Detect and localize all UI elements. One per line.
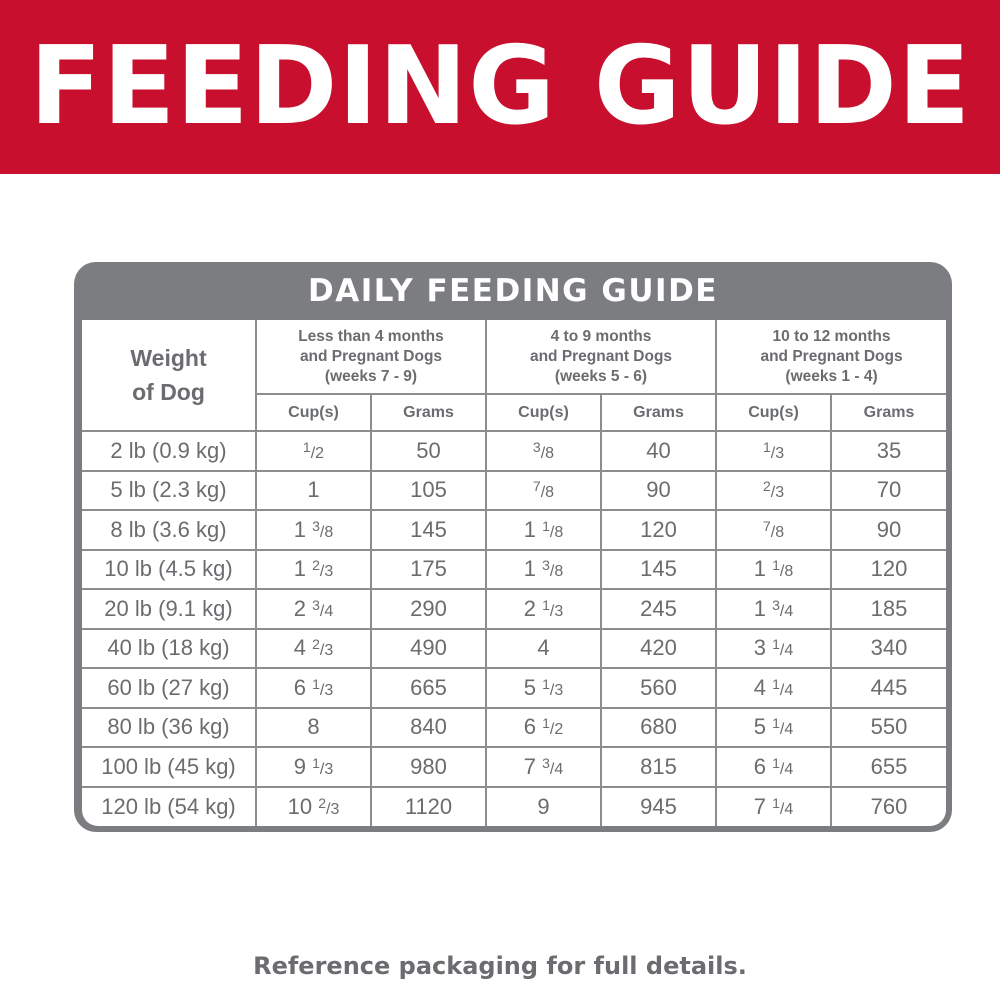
cups-whole: 9	[537, 793, 550, 819]
cups-header: Cup(s)	[716, 394, 831, 431]
cups-whole: 1	[307, 477, 320, 503]
table-row	[82, 629, 946, 669]
cups-whole: 8	[307, 714, 320, 740]
fraction-numerator: 3	[312, 517, 320, 534]
cups-header: Cup(s)	[256, 394, 371, 431]
table-row	[82, 747, 946, 787]
fraction-numerator: 1	[772, 675, 780, 692]
grams-cell: 145	[601, 550, 716, 590]
cups-whole: 1	[753, 556, 766, 582]
cups-fraction: $^3$/8	[312, 517, 334, 541]
fraction-numerator: 1	[542, 675, 550, 692]
fraction-numerator: 3	[532, 438, 541, 455]
fraction-numerator: 3	[542, 557, 550, 574]
grams-header: Grams	[371, 394, 486, 431]
cups-fraction: $^1$/8	[542, 517, 564, 541]
cups-whole: 4	[537, 635, 550, 661]
cups-cell	[486, 708, 601, 748]
fraction-denominator: 4	[784, 642, 794, 660]
group-line: and Pregnant Dogs	[299, 347, 443, 365]
cups-cell	[256, 510, 371, 550]
fraction-denominator: 8	[775, 523, 785, 541]
table-row	[82, 589, 946, 629]
cups-cell	[486, 629, 601, 669]
cups-cell	[256, 747, 371, 787]
fraction-denominator: 8	[324, 523, 334, 541]
cups-fraction: $^1$/4	[772, 794, 794, 818]
cups-fraction: $^1$/4	[772, 754, 794, 778]
fraction-numerator: 1	[312, 675, 320, 692]
fraction-denominator: 3	[775, 484, 785, 502]
cups-fraction: $^2$/3	[762, 478, 785, 502]
cups-cell	[486, 668, 601, 708]
table-row	[82, 510, 946, 550]
cups-whole: 4	[293, 635, 306, 661]
fraction-denominator: 2	[315, 444, 325, 462]
fraction-numerator: 1	[542, 596, 550, 613]
cups-whole: 4	[753, 674, 766, 700]
weight-header-line: of Dog	[132, 379, 205, 405]
grams-cell: 445	[831, 668, 946, 708]
group-line: and Pregnant Dogs	[529, 347, 673, 365]
grams-cell: 680	[601, 708, 716, 748]
group-line: (weeks 7 - 9)	[324, 367, 418, 385]
cups-whole: 1	[753, 595, 766, 621]
fraction-denominator: 3	[324, 563, 334, 581]
cups-fraction: $^7$/8	[532, 478, 555, 502]
grams-cell: 105	[371, 471, 486, 511]
grams-cell: 980	[371, 747, 486, 787]
cups-cell	[716, 668, 831, 708]
fraction-numerator: 7	[762, 517, 771, 534]
weight-cell: 20 lb (9.1 kg)	[82, 589, 256, 629]
group-line: (weeks 1 - 4)	[785, 367, 878, 385]
page-title: FEEDING GUIDE	[29, 24, 971, 149]
fraction-denominator: 4	[554, 760, 564, 778]
fraction-denominator: 2	[554, 721, 564, 739]
grams-cell: 245	[601, 589, 716, 629]
cups-whole: 1	[293, 516, 306, 542]
grams-cell: 70	[831, 471, 946, 511]
group-line: Less than 4 months	[298, 327, 444, 345]
fraction-numerator: 1	[772, 636, 780, 653]
cups-cell	[256, 787, 371, 827]
cups-whole: 6	[293, 674, 306, 700]
grams-cell: 90	[601, 471, 716, 511]
group-line: 10 to 12 months	[772, 327, 891, 345]
cups-whole: 7	[523, 753, 536, 779]
cups-whole: 1	[523, 516, 536, 542]
cups-whole: 2	[293, 595, 306, 621]
grams-cell: 655	[831, 747, 946, 787]
cups-whole: 1	[293, 556, 306, 582]
fraction-denominator: 8	[545, 484, 555, 502]
weight-cell: 2 lb (0.9 kg)	[82, 431, 256, 471]
cups-whole: 6	[753, 753, 766, 779]
fraction-numerator: 2	[312, 557, 320, 574]
table-body	[82, 431, 946, 826]
cups-cell	[716, 747, 831, 787]
feeding-table	[82, 320, 946, 826]
table-row	[82, 471, 946, 511]
grams-cell: 50	[371, 431, 486, 471]
cups-fraction: $^2$/3	[312, 557, 334, 581]
group-line: 4 to 9 months	[550, 327, 652, 345]
fraction-numerator: 3	[312, 596, 320, 613]
fraction-denominator: 3	[554, 602, 564, 620]
grams-cell: 815	[601, 747, 716, 787]
weight-cell: 80 lb (36 kg)	[82, 708, 256, 748]
table-row	[82, 668, 946, 708]
fraction-numerator: 1	[542, 715, 550, 732]
cups-fraction: $^1$/3	[542, 675, 564, 699]
cups-cell	[486, 787, 601, 827]
weight-cell: 40 lb (18 kg)	[82, 629, 256, 669]
grams-cell: 665	[371, 668, 486, 708]
cups-fraction: $^1$/3	[542, 596, 564, 620]
cups-whole: 9	[293, 753, 306, 779]
group-line: and Pregnant Dogs	[760, 347, 903, 365]
cups-cell	[716, 629, 831, 669]
fraction-denominator: 8	[545, 444, 555, 462]
weight-cell: 100 lb (45 kg)	[82, 747, 256, 787]
cups-cell	[716, 787, 831, 827]
grams-cell: 35	[831, 431, 946, 471]
fraction-denominator: 4	[784, 760, 794, 778]
cups-cell	[716, 550, 831, 590]
grams-cell: 420	[601, 629, 716, 669]
fraction-numerator: 3	[772, 596, 780, 613]
age-group-header	[256, 320, 486, 394]
weight-cell: 10 lb (4.5 kg)	[82, 550, 256, 590]
fraction-denominator: 3	[330, 800, 340, 818]
cups-fraction: $^1$/3	[762, 438, 785, 462]
grams-cell: 490	[371, 629, 486, 669]
cups-cell	[256, 431, 371, 471]
cups-whole: 1	[523, 556, 536, 582]
grams-cell: 840	[371, 708, 486, 748]
fraction-numerator: 1	[772, 557, 780, 574]
cups-cell	[256, 629, 371, 669]
fraction-denominator: 4	[784, 602, 794, 620]
age-group-header	[486, 320, 716, 394]
cups-fraction: $^3$/8	[542, 557, 564, 581]
table-row	[82, 550, 946, 590]
fraction-numerator: 7	[532, 478, 541, 495]
fraction-numerator: 1	[312, 754, 320, 771]
grams-header: Grams	[831, 394, 946, 431]
fraction-denominator: 3	[775, 444, 785, 462]
cups-fraction: $^1$/3	[312, 675, 334, 699]
cups-fraction: $^3$/4	[312, 596, 334, 620]
cups-cell	[486, 747, 601, 787]
cups-fraction: $^1$/4	[772, 715, 794, 739]
cups-fraction: $^1$/4	[772, 636, 794, 660]
cups-fraction: $^3$/4	[542, 754, 564, 778]
cups-cell	[256, 471, 371, 511]
fraction-numerator: 2	[312, 636, 320, 653]
cups-whole: 7	[753, 793, 766, 819]
cups-fraction: $^1$/8	[772, 557, 794, 581]
table-title: DAILY FEEDING GUIDE	[308, 273, 718, 309]
grams-cell: 120	[831, 550, 946, 590]
grams-cell: 90	[831, 510, 946, 550]
cups-cell	[716, 589, 831, 629]
grams-cell: 945	[601, 787, 716, 827]
grams-cell: 145	[371, 510, 486, 550]
weight-header-line: Weight	[130, 345, 207, 371]
fraction-numerator: 1	[302, 438, 311, 455]
cups-cell	[486, 589, 601, 629]
cups-whole: 3	[753, 635, 766, 661]
fraction-denominator: 4	[784, 721, 794, 739]
grams-cell: 175	[371, 550, 486, 590]
cups-cell	[256, 550, 371, 590]
grams-cell: 560	[601, 668, 716, 708]
cups-cell	[486, 510, 601, 550]
cups-fraction: $^2$/3	[318, 794, 340, 818]
feeding-guide-card	[74, 262, 952, 832]
grams-cell: 550	[831, 708, 946, 748]
cups-fraction: $^7$/8	[762, 517, 785, 541]
grams-cell: 340	[831, 629, 946, 669]
grams-cell: 1120	[371, 787, 486, 827]
fraction-denominator: 8	[784, 563, 794, 581]
table-row	[82, 708, 946, 748]
cups-cell	[256, 589, 371, 629]
cups-cell	[256, 668, 371, 708]
title-banner	[0, 0, 1000, 174]
fraction-numerator: 2	[762, 478, 771, 495]
fraction-numerator: 1	[772, 794, 780, 811]
cups-whole: 10	[287, 793, 313, 819]
weight-cell: 8 lb (3.6 kg)	[82, 510, 256, 550]
fraction-denominator: 3	[324, 681, 334, 699]
cups-cell	[486, 431, 601, 471]
cups-header: Cup(s)	[486, 394, 601, 431]
fraction-denominator: 4	[784, 681, 794, 699]
fraction-numerator: 2	[318, 794, 327, 811]
fraction-numerator: 1	[542, 517, 550, 534]
cups-whole: 5	[523, 674, 536, 700]
grams-cell: 760	[831, 787, 946, 827]
cups-cell	[716, 471, 831, 511]
cups-cell	[486, 471, 601, 511]
cups-cell	[716, 431, 831, 471]
cups-cell	[486, 550, 601, 590]
fraction-numerator: 1	[772, 754, 780, 771]
cups-fraction: $^1$/3	[312, 754, 334, 778]
fraction-denominator: 4	[784, 800, 794, 818]
weight-header	[82, 320, 256, 431]
grams-cell: 40	[601, 431, 716, 471]
cups-fraction: $^1$/2	[302, 438, 325, 462]
group-line: (weeks 5 - 6)	[554, 367, 648, 385]
cups-cell	[716, 510, 831, 550]
fraction-numerator: 1	[772, 715, 780, 732]
cups-fraction: $^3$/8	[532, 438, 555, 462]
grams-header: Grams	[601, 394, 716, 431]
cups-fraction: $^1$/2	[542, 715, 564, 739]
fraction-denominator: 8	[554, 563, 564, 581]
grams-cell: 290	[371, 589, 486, 629]
cups-whole: 6	[523, 714, 536, 740]
feeding-table-container	[82, 320, 946, 826]
cups-whole: 2	[523, 595, 536, 621]
fraction-denominator: 8	[554, 523, 564, 541]
cups-fraction: $^1$/4	[772, 675, 794, 699]
cups-fraction: $^2$/3	[312, 636, 334, 660]
table-row	[82, 787, 946, 827]
fraction-denominator: 3	[324, 642, 334, 660]
age-group-header	[716, 320, 946, 394]
fraction-denominator: 3	[324, 760, 334, 778]
cups-whole: 5	[753, 714, 766, 740]
footer-note: Reference packaging for full details.	[253, 952, 747, 980]
cups-cell	[716, 708, 831, 748]
fraction-denominator: 4	[324, 602, 334, 620]
cups-cell	[256, 708, 371, 748]
fraction-numerator: 1	[762, 438, 771, 455]
weight-cell: 60 lb (27 kg)	[82, 668, 256, 708]
table-row	[82, 431, 946, 471]
grams-cell: 120	[601, 510, 716, 550]
grams-cell: 185	[831, 589, 946, 629]
cups-fraction: $^3$/4	[772, 596, 794, 620]
fraction-numerator: 3	[542, 754, 550, 771]
weight-cell: 120 lb (54 kg)	[82, 787, 256, 827]
weight-cell: 5 lb (2.3 kg)	[82, 471, 256, 511]
fraction-denominator: 3	[554, 681, 564, 699]
